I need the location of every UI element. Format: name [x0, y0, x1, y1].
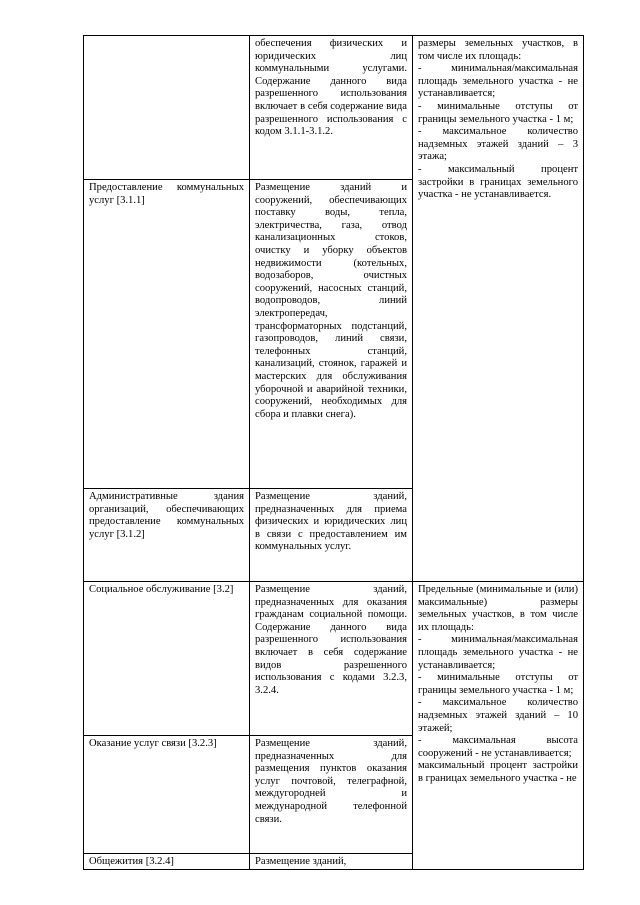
table-row	[84, 36, 584, 180]
use-type-cell: Административные здания организаций, обеспечивающих предоставление коммунальных услуг [3.1.2]	[84, 489, 250, 582]
use-description-cell: Размещение зданий,	[250, 854, 413, 870]
use-type-cell: Предоставление коммунальных услуг [3.1.1]	[84, 180, 250, 489]
use-type-cell: Социальное обслуживание [3.2]	[84, 582, 250, 736]
parameters-cell: размеры земельных участков, в том числе их площадь: - минимальная/максимальная площадь земельного участка - не устанавливается; - минимальные отступы от границы земельного участка - 1 м; - максимальное количество надземных этажей зданий – 3 этажа; - максимальный процент застройки в границах земельного участка - не устанавливается.	[413, 36, 584, 582]
land-use-table	[83, 35, 584, 870]
parameters-cell: Предельные (минимальные и (или) максимальные) размеры земельных участков, в том числе их площадь: - минимальная/максимальная площадь земельного участка - не устанавливается; - минимальные отступы от границы земельного участка - 1 м; - максимальное количество надземных этажей зданий – 10 этажей; - максимальная высота сооружений - не устанавливается; максимальный процент застройки в границах земельного участка - не	[413, 582, 584, 870]
table-row	[84, 582, 584, 736]
use-type-cell: Оказание услуг связи [3.2.3]	[84, 736, 250, 854]
use-description-cell: Размещение зданий и сооружений, обеспечивающих поставку воды, тепла, электричества, газа, отвод канализационных стоков, очистку и уборку объектов недвижимости (котельных, водозаборов, очистных сооружений, насосных станций, водопроводов, линий электропередач, трансформаторных подстанций, газопроводов, линий связи, телефонных станций, канализаций, стоянок, гаражей и мастерских для обслуживания уборочной и аварийной техники, сооружений, необходимых для сбора и плавки снега).	[250, 180, 413, 489]
use-description-cell: Размещение зданий, предназначенных для размещения пунктов оказания услуг почтовой, телеграфной, междугородней и международной телефонной связи.	[250, 736, 413, 854]
use-description-cell: Размещение зданий, предназначенных для приема физических и юридических лиц в связи с предоставлением им коммунальных услуг.	[250, 489, 413, 582]
use-type-cell: Общежития [3.2.4]	[84, 854, 250, 870]
use-type-cell	[84, 36, 250, 180]
use-description-cell: Размещение зданий, предназначенных для оказания гражданам социальной помощи. Содержание данного вида разрешенного использования включает в себя содержание видов разрешенного использования с кодами 3.2.3, 3.2.4.	[250, 582, 413, 736]
use-description-cell: обеспечения физических и юридических лиц коммунальными услугами. Содержание данного вида разрешенного использования включает в себя содержание вида разрешенного использования с кодом 3.1.1-3.1.2.	[250, 36, 413, 180]
